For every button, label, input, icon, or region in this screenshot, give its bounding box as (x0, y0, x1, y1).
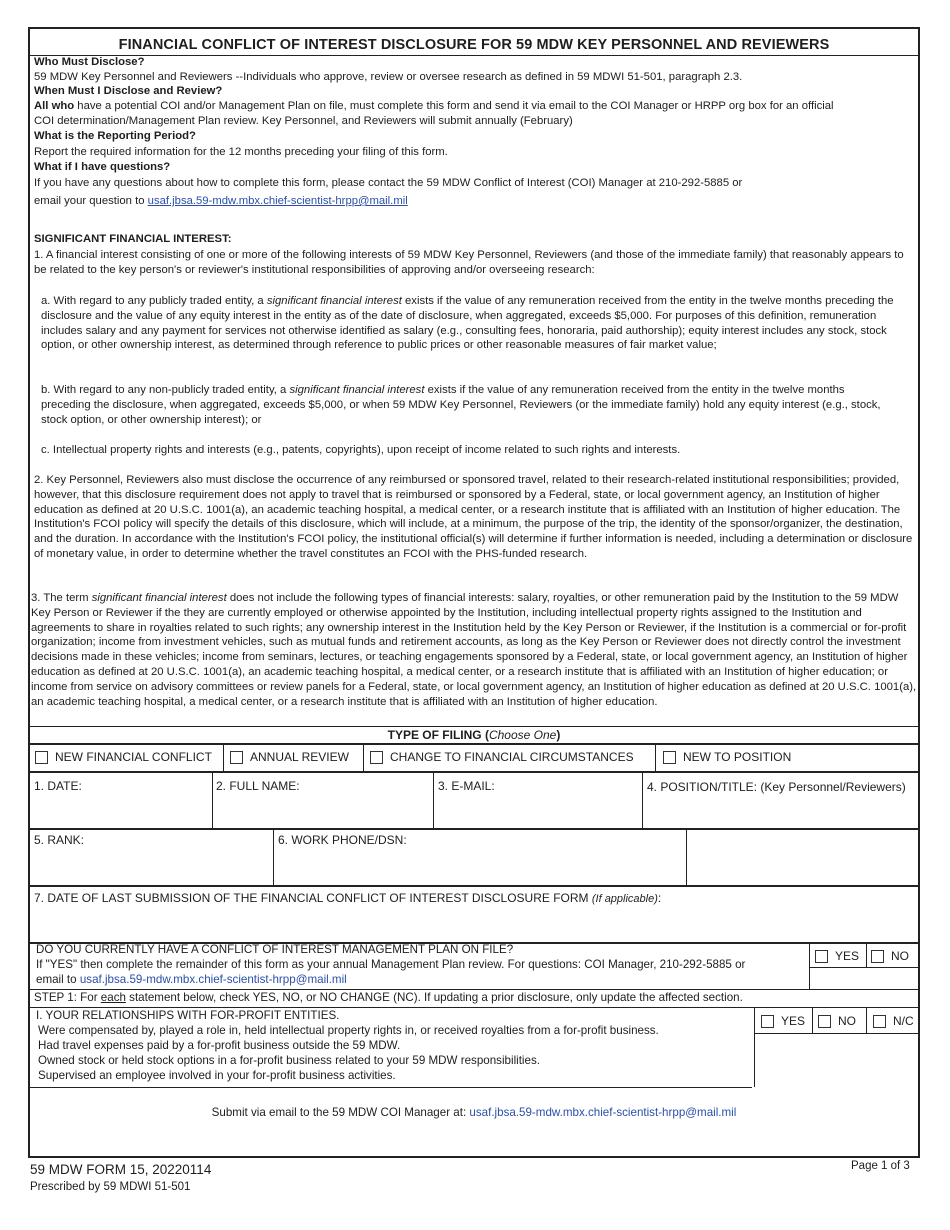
relationship-item: Were compensated by, played a role in, held intellectual property rights in, or received royalties from a for-profit business. (38, 1024, 659, 1037)
plan-text: If "YES" then complete the remainder of this form as your annual Management Plan review. For questions: COI Manager, 210-292-5885 or (36, 958, 746, 971)
relationships-nc-checkbox[interactable] (873, 1015, 886, 1028)
annual-review-checkbox[interactable] (230, 751, 243, 764)
position-title-field[interactable]: 4. POSITION/TITLE: (Key Personnel/Reviewers) (647, 780, 906, 794)
prescribed-by: Prescribed by 59 MDWI 51-501 (30, 1181, 191, 1193)
relationships-no-label: NO (838, 1014, 856, 1028)
plan-yes-label: YES (835, 949, 860, 963)
who-text: 59 MDW Key Personnel and Reviewers --Individuals who approve, review or oversee research as defined in 59 MDWI 51-501, paragraph 2.3. (34, 71, 743, 83)
plan-yes-checkbox[interactable] (815, 950, 828, 963)
questions-heading: What if I have questions? (34, 161, 171, 173)
relationships-no-checkbox[interactable] (818, 1015, 831, 1028)
relationships-heading: I. YOUR RELATIONSHIPS WITH FOR-PROFIT ENTITIES. (36, 1009, 340, 1022)
new-financial-conflict-label: NEW FINANCIAL CONFLICT (55, 750, 212, 764)
annual-review-label: ANNUAL REVIEW (250, 750, 349, 764)
sfi-item-b: b. With regard to any non-publicly traded entity, a significant financial interest exists if the value of any remuneration received from the entity in the twelve months preceding the disclosure, when aggregated, exceeds $5,000, or when 59 MDW Key Personnel, Reviewers (or the immediate family) hold any equity interest (e.g., stock, stock option, or other ownership interest); or (41, 384, 881, 426)
work-phone-field[interactable]: 6. WORK PHONE/DSN: (278, 833, 407, 847)
when-heading: When Must I Disclose and Review? (34, 85, 223, 97)
title-divider (30, 55, 918, 56)
filing-heading: TYPE OF FILING (Choose One) (387, 728, 561, 742)
last-submission-field[interactable]: 7. DATE OF LAST SUBMISSION OF THE FINANCIAL CONFLICT OF INTEREST DISCLOSURE FORM (If applicable): (34, 891, 662, 905)
new-to-position-label: NEW TO POSITION (683, 750, 792, 764)
questions-email-link[interactable]: usaf.jbsa.59-mdw.mbx.chief-scientist-hrpp@mail.mil (147, 195, 408, 207)
plan-email-link[interactable]: usaf.jbsa.59-mdw.mbx.chief-scientist-hrpp@mail.mil (79, 973, 347, 986)
email-field[interactable]: 3. E-MAIL: (438, 779, 495, 793)
relationships-yes-checkbox[interactable] (761, 1015, 774, 1028)
sfi-item-1: 1. A financial interest consisting of one or more of the following interests of 59 MDW Key Personnel, Reviewers (and those of the immediate family) that reasonably appears to be related to the key person's or reviewer's institutional responsibilities of approving and/or overseeing research: (34, 249, 904, 276)
relationships-yes-label: YES (781, 1014, 806, 1028)
page-number: Page 1 of 3 (851, 1160, 910, 1172)
relationships-nc-label: N/C (893, 1014, 914, 1028)
sfi-item-2: 2. Key Personnel, Reviewers also must disclose the occurrence of any reimbursed or sponsored travel, related to their research-related institutional responsibilities; provided, however, that this disclosure requirement does not apply to travel that is reimbursed or sponsored by a Federal, state, or local government agency, an Institution of higher education as defined at 20 U.S.C. 1001(a), an academic teaching hospital, a medical center, or a research institute that is affiliated with an Institution of higher education. The Institution's FCOI policy will specify the details of this disclosure, which will include, at a minimum, the purpose of the trip, the identity of the sponsor/organizer, the destination, and the duration. In accordance with the Institution's FCOI policy, the institutional official(s) will determine if further information is needed, including a determination or disclosure of monetary value, in order to determine whether the travel constitutes an FCOI with the PHS-funded research. (34, 474, 913, 560)
change-circumstances-label: CHANGE TO FINANCIAL CIRCUMSTANCES (390, 750, 634, 764)
plan-no-checkbox[interactable] (871, 950, 884, 963)
form-title: FINANCIAL CONFLICT OF INTEREST DISCLOSURE FOR 59 MDW KEY PERSONNEL AND REVIEWERS (118, 37, 830, 53)
submit-email-link[interactable]: usaf.jbsa.59-mdw.mbx.chief-scientist-hrpp@mail.mil (469, 1106, 737, 1119)
form-id: 59 MDW FORM 15, 20220114 (30, 1162, 212, 1177)
period-text: Report the required information for the 12 months preceding your filing of this form. (34, 146, 448, 158)
when-text: All who have a potential COI and/or Management Plan on file, must complete this form and send it via email to the COI Manager or HRPP org box for an official COI determination/Management Plan review. Key Personnel, and Reviewers will submit annually (February) (34, 100, 834, 127)
step1-instructions: STEP 1: For each statement below, check YES, NO, or NO CHANGE (NC). If updating a prior disclosure, only update the affected section. (34, 991, 743, 1004)
submit-note: Submit via email to the 59 MDW COI Manager at: usaf.jbsa.59-mdw.mbx.chief-scientist-hrpp@mail.mil (211, 1106, 737, 1119)
new-to-position-checkbox[interactable] (663, 751, 676, 764)
new-financial-conflict-checkbox[interactable] (35, 751, 48, 764)
relationship-item: Had travel expenses paid by a for-profit business outside the 59 MDW. (38, 1039, 401, 1052)
sfi-item-c: c. Intellectual property rights and interests (e.g., patents, copyrights), upon receipt of income related to such rights and interests. (41, 444, 681, 456)
plan-no-label: NO (891, 949, 909, 963)
full-name-field[interactable]: 2. FULL NAME: (216, 779, 300, 793)
date-field[interactable]: 1. DATE: (34, 779, 82, 793)
period-heading: What is the Reporting Period? (34, 130, 196, 142)
who-heading: Who Must Disclose? (34, 56, 145, 68)
plan-question: DO YOU CURRENTLY HAVE A CONFLICT OF INTEREST MANAGEMENT PLAN ON FILE? (36, 943, 514, 956)
filing-options-top-line (30, 743, 918, 745)
filing-top-line (30, 726, 918, 727)
sfi-item-3: 3. The term significant financial interest does not include the following types of financial interests: salary, royalties, or other remuneration paid by the Institution to the 59 MDW Key Person or Reviewer if the they are currently employed or otherwise appointed by the Institution, including intellectual property rights assigned to the Institution and agreements to share in royalties related to such rights; any ownership interest in the Institution held by the Key Person or Reviewer, if the Institution is a commercial or for-profit organization; income from investment vehicles, such as mutual funds and retirement accounts, as long as the Key Person or Reviewer does not directly control the investment decisions made in these vehicles; income from seminars, lectures, or teaching engagements sponsored by a Federal, state, or local government agency, an Institution of higher education as defined at 20 U.S.C. 1001(a), an academic teaching hospital, a medical center, or a research institute that is affiliated with an Institution of higher education; or income from service on advisory committees or review panels for a Federal, state, or local government agency, an Institution of higher education as defined at 20 U.S.C. 1001(a), an academic teaching hospital, a medical center, or a research institute that is affiliated with an Institution of higher education. (31, 592, 917, 708)
sfi-heading: SIGNIFICANT FINANCIAL INTEREST: (34, 233, 232, 245)
rank-field[interactable]: 5. RANK: (34, 833, 85, 847)
questions-text: If you have any questions about how to complete this form, please contact the 59 MDW Conflict of Interest (COI) Manager at 210-292-5885 or (34, 177, 743, 189)
questions-email-line: email your question to usaf.jbsa.59-mdw.mbx.chief-scientist-hrpp@mail.mil (34, 195, 408, 207)
sfi-item-a: a. With regard to any publicly traded entity, a significant financial interest exists if the value of any remuneration received from the entity in the twelve months preceding the disclosure and the value of any equity interest in the entity as of the date of disclosure, when aggregated, exceeds $5,000. For purposes of this definition, remuneration includes salary and any payment for services not otherwise identified as salary (e.g., consulting fees, honoraria, paid authorship); equity interest includes any stock, stock option, or other ownership interest, as determined through reference to public prices or other reasonable measures of fair market value; (41, 295, 894, 352)
form-frame (28, 27, 920, 1158)
relationship-item: Supervised an employee involved in your for-profit business activities. (38, 1069, 396, 1082)
plan-email-line: email to usaf.jbsa.59-mdw.mbx.chief-scientist-hrpp@mail.mil (36, 973, 347, 986)
relationship-item: Owned stock or held stock options in a for-profit business related to your 59 MDW responsibilities. (38, 1054, 540, 1067)
change-circumstances-checkbox[interactable] (370, 751, 383, 764)
